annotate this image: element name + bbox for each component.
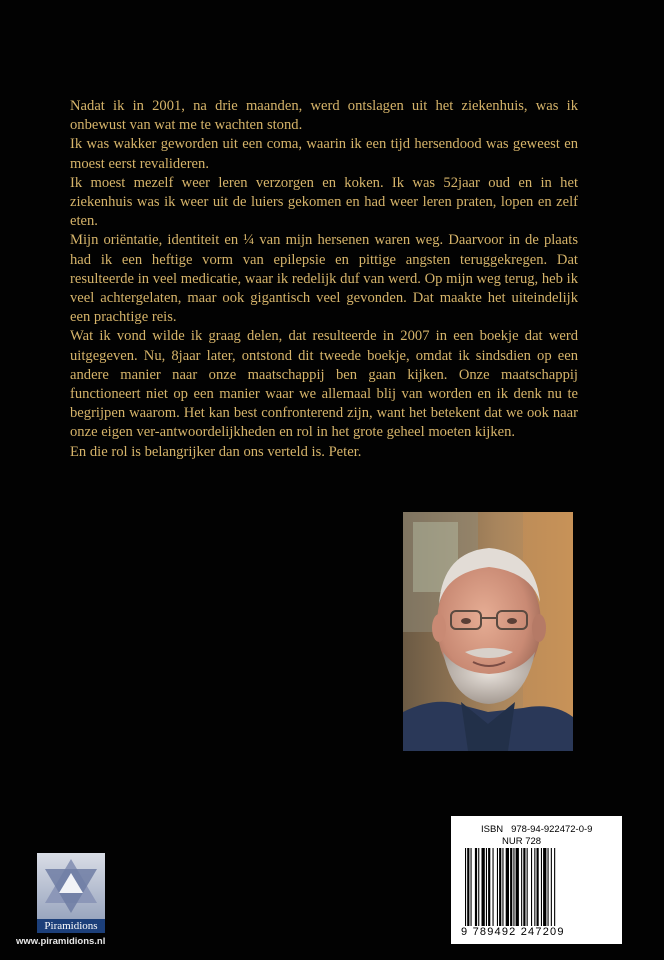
paragraph-4: Mijn oriëntatie, identiteit en ¼ van mijn hersenen waren weg. Daarvoor in de plaats had ik een heftige vorm van epilepsie en pittige angsten teruggekregen. Dat resulteerde in veel medicatie, waar ik redelijk duf van werd. Op mijn weg terug, heb ik veel achtergelaten, maar ook gigantisch veel gevonden. Dat maakte het uiteindelijk een prachtige reis. [70, 232, 578, 326]
barcode-bar [482, 848, 485, 926]
isbn-line [481, 824, 592, 835]
barcode-bar [510, 848, 512, 926]
barcode-bar [551, 848, 552, 926]
author-photo [403, 512, 573, 751]
barcode-bar [499, 848, 501, 926]
barcode-bar [478, 848, 479, 926]
paragraph-1: Nadat ik in 2001, na drie maanden, werd ontslagen uit het ziekenhuis, was ik onbewust van wat me te wachten stond. [70, 98, 578, 134]
publisher-website: www.piramidions.nl [16, 936, 106, 947]
publisher-name: Piramidions [37, 919, 105, 933]
barcode-bar [486, 848, 487, 926]
barcode-bar [527, 848, 528, 926]
barcode-bar [521, 848, 522, 926]
isbn-barcode-label [451, 816, 622, 944]
author-portrait-illustration [403, 512, 573, 751]
barcode-bar [554, 848, 555, 926]
barcode-bar [548, 848, 549, 926]
barcode-bar [523, 848, 525, 926]
publisher-logo [37, 853, 105, 933]
pyramid-star-icon [37, 853, 105, 919]
barcode-digits: 9 789492 247209 [461, 926, 565, 938]
back-cover-text [70, 97, 578, 462]
barcode-bar [467, 848, 469, 926]
barcode-bar [537, 848, 539, 926]
barcode-bar [493, 848, 494, 926]
barcode-bar [497, 848, 498, 926]
barcode-bar [475, 848, 477, 926]
isbn-label: ISBN [481, 824, 504, 835]
signoff: En die rol is belangrijker dan ons verteld is. Peter. [70, 443, 362, 460]
barcode-bar [534, 848, 535, 926]
barcode-bar [488, 848, 490, 926]
isbn-number: 978-94-922472-0-9 [511, 824, 593, 835]
barcode-bar [513, 848, 514, 926]
barcode-bar [502, 848, 503, 926]
barcode-bar [471, 848, 472, 926]
barcode-bar [531, 848, 532, 926]
paragraph-5: Wat ik vond wilde ik graag delen, dat resulteerde in 2007 in een boekje dat werd uitgegeven. Nu, 8jaar later, ontstond dit tweede boekje, omdat ik sindsdien op een andere manier naar onze maatschappij ben gaan kijken. Onze maatschappij functioneert niet op een manier waar we allemaal blij van worden en ik denk nu te begrijpen waarom. Het kan best confronterend zijn, want het betekent dat we ook naar onze eigen ver-antwoordelijkheden en rol in het grote geheel moeten kijken. [70, 328, 578, 441]
barcode-bar [506, 848, 509, 926]
barcode-bar [543, 848, 546, 926]
barcode-bar [516, 848, 519, 926]
barcode-bars [465, 848, 613, 926]
barcode-bar [465, 848, 466, 926]
paragraph-2: Ik was wakker geworden uit een coma, waarin ik een tijd hersendood was geweest en moest eerst revalideren. [70, 136, 578, 172]
paragraph-3: Ik moest mezelf weer leren verzorgen en koken. Ik was 52jaar oud en in het ziekenhuis was ik weer uit de luiers gekomen en had weer leren praten, lopen en zelf eten. [70, 174, 578, 230]
barcode-bar [541, 848, 542, 926]
nur-code: NUR 728 [502, 836, 542, 847]
